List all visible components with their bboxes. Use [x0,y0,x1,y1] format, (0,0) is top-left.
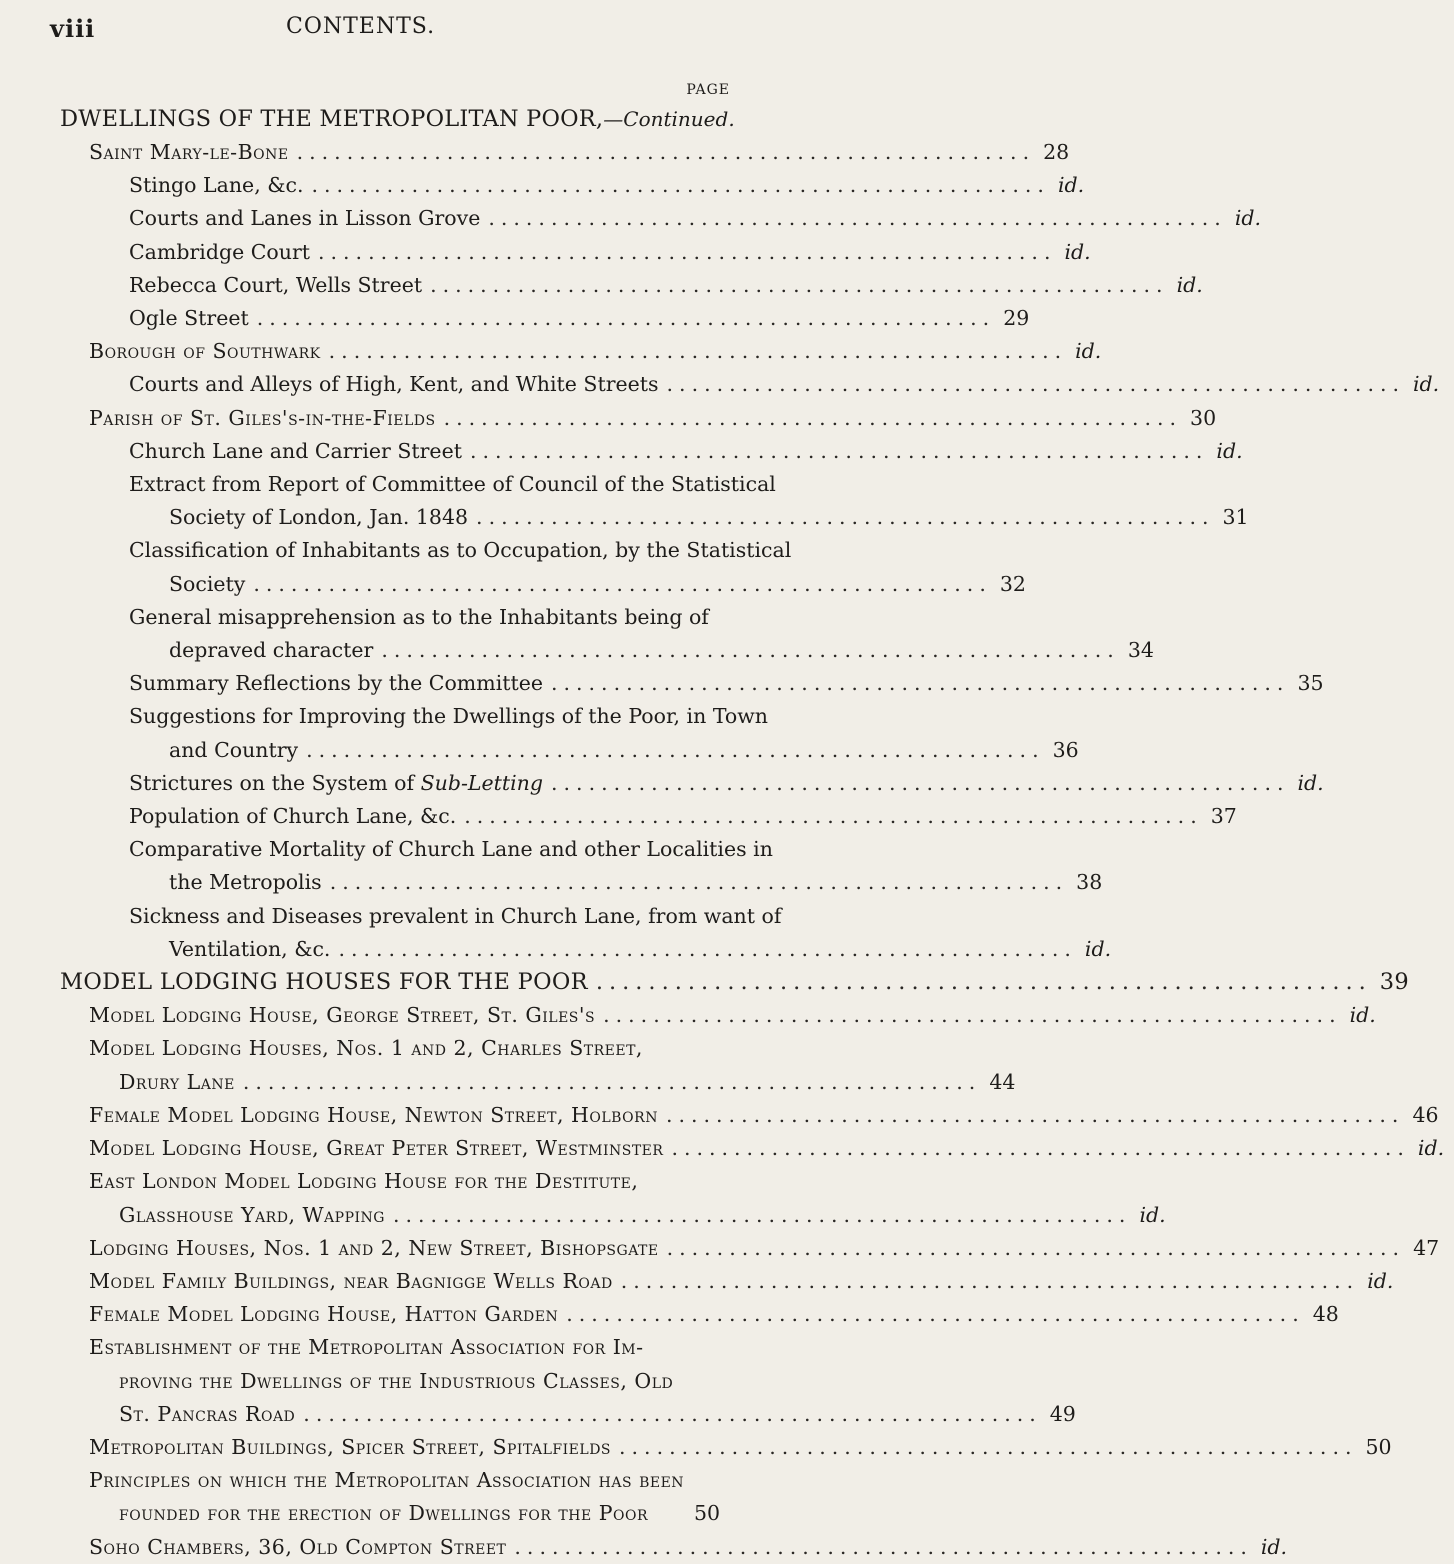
entry-title: the Metropolis [169,870,322,895]
dot-leader: ........................................................... [381,638,1120,663]
toc-entry [89,1199,1166,1232]
page-number: id. [1413,372,1440,397]
page-number: id. [1216,438,1243,463]
toc-entry [60,767,1324,800]
entry-title: Courts and Alleys of High, Kent, and White Streets [129,372,659,397]
running-head [50,14,730,44]
dot-leader: ........................................................... [318,239,1057,264]
dot-leader: ........................................................... [256,306,996,331]
page-number: id. [1075,339,1102,364]
entry-title: Model Lodging House, Great Peter Street, Westminster [89,1136,664,1161]
entry-title: Model Family Buildings, near Bagnigge Wells Road [89,1268,613,1293]
entry-title: Cambridge Court [129,239,310,264]
section-heading-entry [60,966,1410,999]
page-number: 30 [1190,405,1217,430]
entry-title-line: Comparative Mortality of Church Lane and other Localities in [129,837,773,862]
page-number: 28 [1043,140,1070,164]
toc-entry [89,1497,730,1530]
entry-title-line: Establishment of the Metropolitan Association for Im- [89,1335,644,1360]
toc-entry [60,335,1102,368]
entry-title: and Country [169,737,299,762]
toc-entry-multiline [60,1331,1076,1431]
entry-title-line: Extract from Report of Committee of Council of the Statistical [129,472,776,497]
dot-leader: ........................................................... [488,206,1227,231]
toc-entry [60,667,1324,700]
entry-title: Parish of St. Giles's-in-the-Fields [89,405,436,430]
toc-entry [129,568,1026,601]
toc-entry-multiline [60,1165,1166,1231]
entry-title: founded for the erection of Dwellings for the Poor [119,1501,649,1526]
page-number: id. [1234,206,1262,231]
page-number: 47 [1413,1235,1440,1260]
page-number: id. [1084,936,1112,961]
page-column-label: PAGE [686,82,730,98]
page-folio: viii [50,14,96,43]
toc-entry [60,269,1203,302]
entry-title: Drury Lane [119,1069,235,1094]
page-number: 50 [694,1501,721,1526]
dot-leader: ........................................................... [551,770,1290,795]
entry-title: Population of Church Lane, &c. [129,804,457,829]
page-number: 46 [1412,1102,1439,1127]
dot-leader: ........................................................... [620,1268,1360,1293]
entry-title: Ogle Street [129,306,249,331]
page-number: 44 [989,1069,1016,1094]
entry-title: Society [169,571,246,596]
toc-entry [129,634,1154,667]
toc-entry [129,734,1079,767]
page-number: id. [1367,1268,1394,1293]
page-number: 34 [1127,638,1154,663]
page-number: 38 [1076,870,1103,895]
toc-entry [129,933,1112,966]
entry-title: Summary Reflections by the Committee [129,671,543,696]
dot-leader: ........................................................... [296,140,1036,164]
page-number: id. [1057,173,1085,198]
toc-entry [60,236,1091,269]
entry-title-line: proving the Dwellings of the Industrious Classes, Old [119,1368,674,1393]
toc-entry-multiline [60,468,1249,534]
toc-entry [60,1232,1440,1265]
entry-title-line: General misapprehension as to the Inhabitants being of [129,604,709,629]
running-title: CONTENTS. [286,14,436,39]
dot-leader: ........................................................... [619,1434,1358,1459]
dot-leader: ........................................................... [306,737,1045,762]
dot-leader: ........................................................... [666,372,1405,397]
dot-leader: ........................................................... [671,1136,1410,1161]
page-number: 37 [1210,804,1237,829]
toc-entry [60,1099,1439,1132]
entry-title-line: Sickness and Diseases prevalent in Church Lane, from want of [129,903,782,928]
entry-title: Metropolitan Buildings, Spicer Street, Spitalfields [89,1434,612,1459]
page-number: id. [1349,1003,1376,1028]
page-number: 49 [1049,1401,1076,1426]
entry-title: Stingo Lane, &c. [129,173,304,198]
dot-leader: ........................................................... [392,1202,1132,1227]
entry-title: Church Lane and Carrier Street [129,438,462,463]
entry-title: Borough of Southwark [89,339,321,364]
dot-leader: ........................................................... [311,173,1050,198]
toc-entry-multiline [60,1032,1016,1098]
entry-title-line: Model Lodging Houses, Nos. 1 and 2, Charles Street, [89,1036,643,1061]
toc-entry [60,1431,1392,1464]
entry-title: MODEL LODGING HOUSES FOR THE POOR [60,969,588,996]
entry-title: Ventilation, &c. [169,936,331,961]
toc-entry-multiline [60,900,1112,966]
entry-title-line: Principles on which the Metropolitan Association has been [89,1468,685,1493]
toc-entry [89,1066,1016,1099]
toc-entry [60,1132,1445,1165]
toc-entry [129,501,1249,534]
dot-leader: ........................................................... [603,1003,1342,1028]
page-number: 29 [1003,306,1030,331]
continued-label: —Continued. [603,107,735,131]
toc-entry [60,302,1030,335]
dot-leader: ........................................................... [566,1302,1305,1327]
section-title: DWELLINGS OF THE METROPOLITAN POOR, [60,106,604,132]
toc-entry [60,368,1440,401]
entry-title: Soho Chambers, 36, Old Compton Street [89,1534,507,1559]
entry-title: depraved character [169,638,374,663]
dot-leader: ........................................................... [469,438,1209,463]
dot-leader: ........................................................... [253,571,992,596]
section-heading [60,102,735,136]
toc-entry [60,169,1085,202]
entry-title: Lodging Houses, Nos. 1 and 2, New Street, Bishopsgate [89,1235,659,1260]
entry-title-line: Suggestions for Improving the Dwellings of the Poor, in Town [129,704,768,729]
page-number: id. [1297,770,1324,795]
page-number: 32 [999,571,1026,596]
toc-entry-multiline [60,700,1079,766]
dot-leader: ........................................................... [443,405,1183,430]
entry-title-line: Classification of Inhabitants as to Occupation, by the Statistical [129,538,792,563]
toc-entry-multiline [60,534,1026,600]
entry-title: Model Lodging House, George Street, St. Giles's [89,1003,596,1028]
toc-entry [60,999,1376,1032]
page-number: 39 [1379,969,1410,996]
page-number: 48 [1312,1302,1339,1327]
toc-entry [89,1398,1076,1431]
toc-entry [60,402,1217,435]
toc-entry [60,1531,1288,1564]
entry-title: St. Pancras Road [119,1401,296,1426]
entry-title: Female Model Lodging House, Newton Street, Holborn [89,1102,658,1127]
toc-entry [60,435,1243,468]
dot-leader: ........................................................... [303,1401,1042,1426]
dot-leader: ........................................................... [514,1534,1253,1559]
dot-leader: ........................................................... [242,1069,982,1094]
page-number: 35 [1297,671,1324,696]
entry-title: Courts and Lanes in Lisson Grove [129,206,481,231]
dot-leader: ........................................................... [665,1102,1405,1127]
page-number: 50 [1365,1434,1392,1459]
page-number: id. [1176,272,1203,297]
toc-entry [60,1265,1394,1298]
toc-entry-multiline [60,1464,730,1530]
page-number: 31 [1222,505,1249,530]
toc-entry [60,800,1237,833]
entry-title-text: Strictures on the System of [129,770,421,795]
page-number: id. [1139,1202,1166,1227]
toc-entry [129,866,1103,899]
table-of-contents [60,102,1445,1564]
dot-leader: ........................................................... [595,969,1372,996]
dot-leader: ........................................................... [476,505,1215,530]
entry-title-italic: Sub-Letting [420,770,544,795]
entry-title: Society of London, Jan. 1848 [169,505,469,530]
dot-leader: ........................................................... [328,339,1068,364]
dot-leader: ........................................................... [430,272,1169,297]
dot-leader: ........................................................... [338,936,1077,961]
page-number: id. [1064,239,1091,264]
page-number: 36 [1052,737,1079,762]
toc-entry-multiline [60,601,1154,667]
dot-leader: ........................................................... [464,804,1203,829]
entry-title: Rebecca Court, Wells Street [129,272,423,297]
toc-entry [60,202,1262,235]
entry-title: Glasshouse Yard, Wapping [119,1202,385,1227]
dot-leader: ........................................................... [550,671,1290,696]
toc-entry [60,136,1070,169]
entry-title-line: East London Model Lodging House for the Destitute, [89,1169,639,1194]
entry-title: Saint Mary-le-Bone [89,140,289,164]
entry-title: Female Model Lodging House, Hatton Garden [89,1302,559,1327]
toc-entry [60,1298,1339,1331]
entry-title [129,767,543,800]
dot-leader: ........................................................... [666,1235,1406,1260]
dot-leader: ........................................................... [329,870,1069,895]
page-number: id. [1417,1136,1445,1161]
page-number: id. [1260,1534,1288,1559]
toc-entry-multiline [60,833,1103,899]
